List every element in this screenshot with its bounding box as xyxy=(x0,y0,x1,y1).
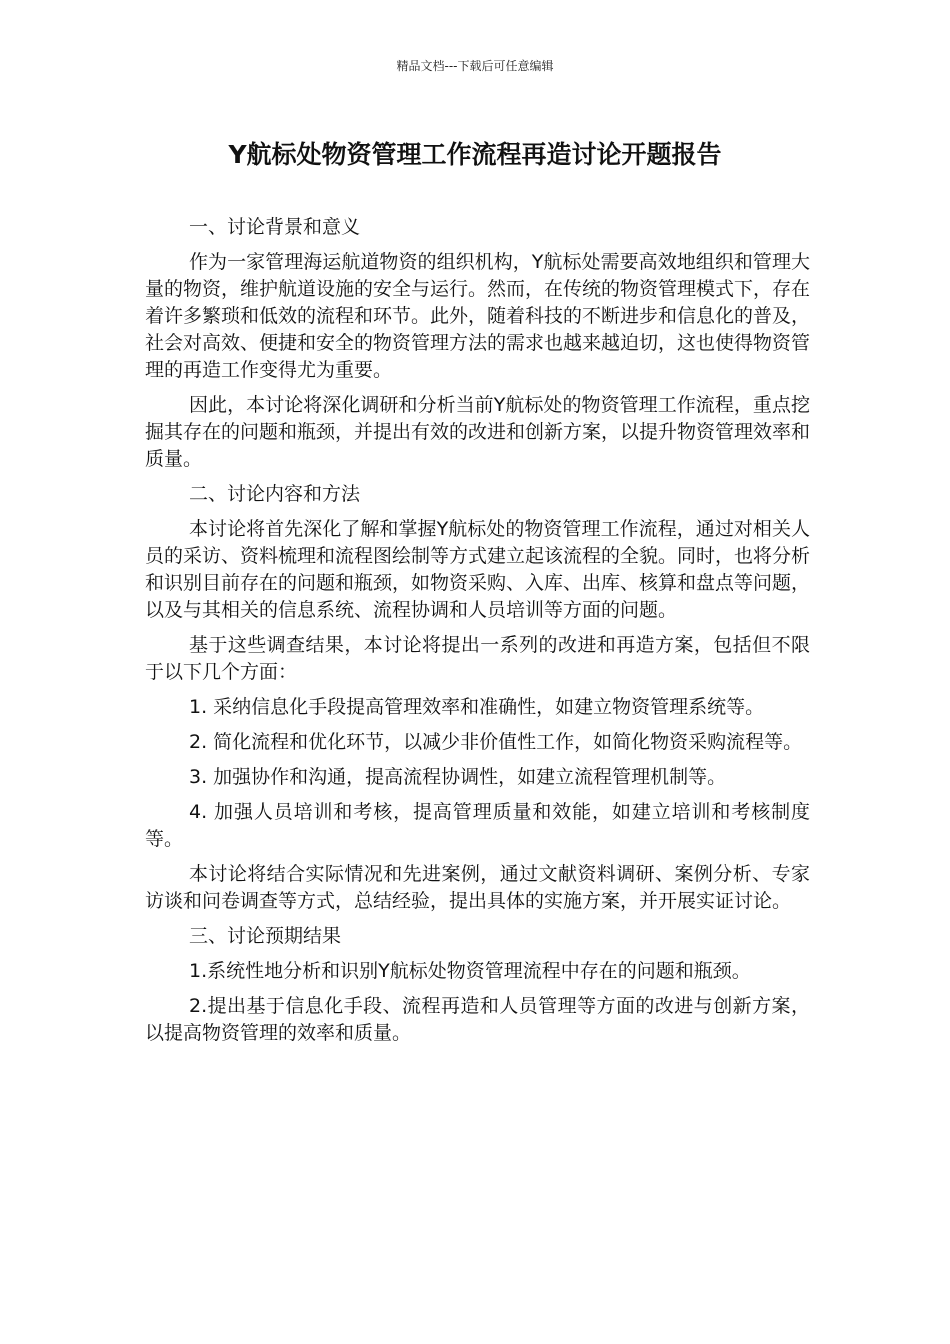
document-title: Y航标处物资管理工作流程再造讨论开题报告 xyxy=(228,140,722,169)
section-heading-background: 一、讨论背景和意义 xyxy=(189,216,361,238)
list-item: 1. 采纳信息化手段提高管理效率和准确性，如建立物资管理系统等。 xyxy=(189,696,765,718)
list-item: 3. 加强协作和沟通，提高流程协调性，如建立流程管理机制等。 xyxy=(189,766,727,788)
paragraph: 作为一家管理海运航道物资的组织机构，Y航标处需要高效地组织和管理大量的物资，维护航道设施的安全与运行。然而，在传统的物资管理模式下，存在着许多繁琐和低效的流程和环节。此外，随着科技的不断进步和信息化的普及，社会对高效、便捷和安全的物资管理方法的需求也越来越迫切，这也使得物资管理的再造工作变得尤为重要。 xyxy=(145,251,811,381)
page-header-note: 精品文档---下载后可任意编辑 xyxy=(396,59,554,73)
list-item: 1.系统性地分析和识别Y航标处物资管理流程中存在的问题和瓶颈。 xyxy=(189,960,751,982)
document-body xyxy=(145,214,810,1055)
paragraph: 基于这些调查结果，本讨论将提出一系列的改进和再造方案，包括但不限于以下几个方面： xyxy=(145,634,810,683)
list-item: 2.提出基于信息化手段、流程再造和人员管理等方面的改进与创新方案，以提高物资管理的效率和质量。 xyxy=(145,995,810,1044)
list-item: 4. 加强人员培训和考核，提高管理质量和效能，如建立培训和考核制度等。 xyxy=(145,801,810,850)
paragraph: 本讨论将首先深化了解和掌握Y航标处的物资管理工作流程，通过对相关人员的采访、资料梳理和流程图绘制等方式建立起该流程的全貌。同时，也将分析和识别目前存在的问题和瓶颈，如物资采购、入库、出库、核算和盘点等问题，以及与其相关的信息系统、流程协调和人员培训等方面的问题。 xyxy=(145,518,811,621)
paragraph: 因此，本讨论将深化调研和分析当前Y航标处的物资管理工作流程，重点挖掘其存在的问题和瓶颈，并提出有效的改进和创新方案，以提升物资管理效率和质量。 xyxy=(145,394,811,470)
paragraph: 本讨论将结合实际情况和先进案例，通过文献资料调研、案例分析、专家访谈和问卷调查等方式，总结经验，提出具体的实施方案，并开展实证讨论。 xyxy=(145,863,810,912)
section-heading-expected-results: 三、讨论预期结果 xyxy=(189,925,342,947)
section-heading-content-method: 二、讨论内容和方法 xyxy=(189,483,361,505)
list-item: 2. 简化流程和优化环节，以减少非价值性工作，如简化物资采购流程等。 xyxy=(189,731,803,753)
